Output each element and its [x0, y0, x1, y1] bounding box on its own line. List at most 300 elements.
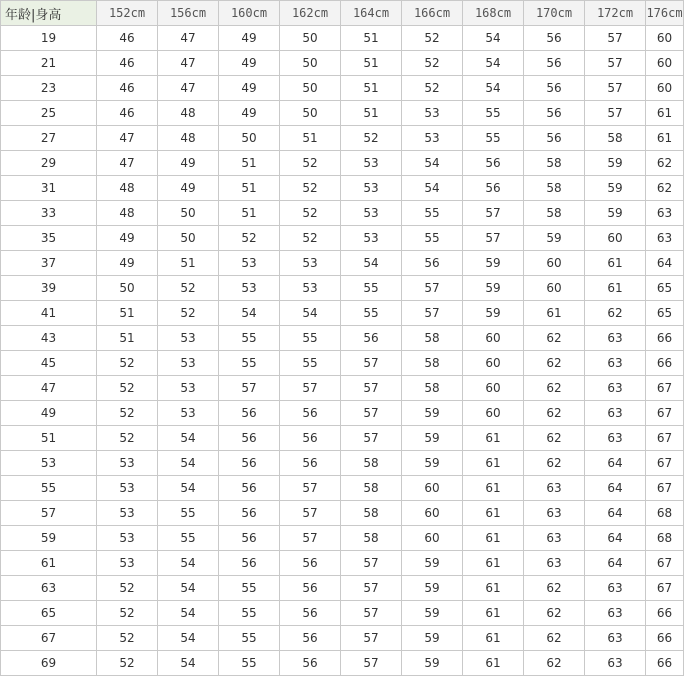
- weight-cell: 54: [463, 76, 524, 101]
- weight-cell: 61: [463, 476, 524, 501]
- table-row: [1, 126, 684, 151]
- weight-cell: 56: [280, 651, 341, 676]
- weight-cell: 59: [402, 451, 463, 476]
- weight-cell: 54: [158, 651, 219, 676]
- weight-cell: 56: [219, 501, 280, 526]
- weight-cell: 50: [158, 201, 219, 226]
- age-cell: 69: [1, 651, 97, 676]
- weight-cell: 46: [97, 76, 158, 101]
- weight-cell: 67: [646, 476, 684, 501]
- weight-cell: 56: [219, 451, 280, 476]
- weight-cell: 52: [158, 276, 219, 301]
- weight-cell: 65: [646, 276, 684, 301]
- weight-cell: 59: [402, 626, 463, 651]
- table-row: [1, 276, 684, 301]
- weight-cell: 52: [97, 601, 158, 626]
- weight-cell: 49: [97, 251, 158, 276]
- table-row: [1, 301, 684, 326]
- weight-cell: 49: [158, 176, 219, 201]
- weight-cell: 46: [97, 51, 158, 76]
- weight-cell: 60: [585, 226, 646, 251]
- weight-cell: 61: [585, 251, 646, 276]
- weight-cell: 50: [280, 26, 341, 51]
- weight-cell: 51: [341, 51, 402, 76]
- weight-cell: 64: [585, 476, 646, 501]
- weight-cell: 50: [280, 76, 341, 101]
- weight-cell: 53: [402, 101, 463, 126]
- weight-cell: 67: [646, 426, 684, 451]
- weight-cell: 59: [463, 276, 524, 301]
- weight-cell: 55: [463, 101, 524, 126]
- weight-cell: 56: [524, 51, 585, 76]
- weight-cell: 55: [341, 276, 402, 301]
- height-header-cell: 168cm: [463, 1, 524, 26]
- age-cell: 39: [1, 276, 97, 301]
- weight-cell: 59: [402, 651, 463, 676]
- weight-cell: 59: [463, 301, 524, 326]
- weight-cell: 56: [524, 101, 585, 126]
- weight-cell: 59: [402, 551, 463, 576]
- age-cell: 53: [1, 451, 97, 476]
- weight-cell: 51: [341, 26, 402, 51]
- weight-cell: 63: [585, 401, 646, 426]
- weight-cell: 56: [219, 551, 280, 576]
- weight-cell: 62: [524, 576, 585, 601]
- weight-cell: 60: [463, 351, 524, 376]
- weight-cell: 56: [524, 26, 585, 51]
- age-cell: 63: [1, 576, 97, 601]
- weight-cell: 62: [524, 451, 585, 476]
- weight-cell: 50: [219, 126, 280, 151]
- weight-cell: 66: [646, 351, 684, 376]
- table-row: [1, 551, 684, 576]
- weight-cell: 55: [280, 351, 341, 376]
- weight-cell: 57: [280, 376, 341, 401]
- weight-cell: 52: [341, 126, 402, 151]
- weight-cell: 53: [97, 476, 158, 501]
- weight-cell: 50: [97, 276, 158, 301]
- weight-cell: 60: [646, 76, 684, 101]
- weight-cell: 62: [524, 401, 585, 426]
- height-header-cell: 156cm: [158, 1, 219, 26]
- weight-cell: 56: [524, 126, 585, 151]
- weight-cell: 52: [97, 351, 158, 376]
- table-row: [1, 376, 684, 401]
- weight-cell: 54: [158, 601, 219, 626]
- weight-cell: 59: [585, 176, 646, 201]
- weight-cell: 55: [463, 126, 524, 151]
- table-body: [1, 26, 684, 676]
- weight-cell: 57: [463, 226, 524, 251]
- weight-cell: 64: [585, 526, 646, 551]
- weight-cell: 55: [402, 201, 463, 226]
- weight-cell: 55: [219, 576, 280, 601]
- weight-cell: 63: [646, 226, 684, 251]
- weight-cell: 53: [341, 201, 402, 226]
- weight-cell: 63: [585, 426, 646, 451]
- table-row: [1, 201, 684, 226]
- weight-cell: 62: [646, 176, 684, 201]
- weight-cell: 50: [158, 226, 219, 251]
- age-cell: 43: [1, 326, 97, 351]
- weight-cell: 68: [646, 526, 684, 551]
- age-cell: 29: [1, 151, 97, 176]
- weight-cell: 64: [585, 551, 646, 576]
- table-row: [1, 401, 684, 426]
- weight-cell: 50: [280, 51, 341, 76]
- weight-cell: 54: [158, 426, 219, 451]
- weight-cell: 61: [646, 101, 684, 126]
- table-row: [1, 251, 684, 276]
- age-cell: 57: [1, 501, 97, 526]
- weight-cell: 55: [219, 601, 280, 626]
- weight-cell: 59: [402, 426, 463, 451]
- table-row: [1, 626, 684, 651]
- weight-cell: 53: [341, 151, 402, 176]
- weight-cell: 56: [219, 401, 280, 426]
- weight-cell: 60: [402, 526, 463, 551]
- weight-cell: 52: [402, 51, 463, 76]
- height-header-cell: 170cm: [524, 1, 585, 26]
- age-cell: 33: [1, 201, 97, 226]
- weight-cell: 61: [463, 651, 524, 676]
- table-row: [1, 501, 684, 526]
- weight-cell: 55: [219, 326, 280, 351]
- weight-cell: 57: [341, 426, 402, 451]
- weight-cell: 48: [158, 126, 219, 151]
- weight-cell: 61: [463, 601, 524, 626]
- weight-cell: 51: [219, 176, 280, 201]
- weight-cell: 58: [341, 501, 402, 526]
- weight-cell: 56: [280, 451, 341, 476]
- table-row: [1, 51, 684, 76]
- weight-cell: 56: [402, 251, 463, 276]
- table-row: [1, 426, 684, 451]
- weight-cell: 60: [463, 401, 524, 426]
- weight-cell: 50: [280, 101, 341, 126]
- age-cell: 35: [1, 226, 97, 251]
- weight-cell: 63: [524, 526, 585, 551]
- weight-cell: 55: [280, 326, 341, 351]
- weight-cell: 56: [219, 476, 280, 501]
- weight-cell: 58: [341, 526, 402, 551]
- weight-cell: 67: [646, 376, 684, 401]
- age-cell: 31: [1, 176, 97, 201]
- weight-cell: 57: [280, 526, 341, 551]
- weight-cell: 49: [219, 101, 280, 126]
- weight-cell: 60: [524, 276, 585, 301]
- weight-cell: 62: [524, 351, 585, 376]
- weight-cell: 55: [158, 501, 219, 526]
- age-cell: 37: [1, 251, 97, 276]
- weight-cell: 52: [219, 226, 280, 251]
- weight-cell: 56: [280, 551, 341, 576]
- weight-cell: 63: [646, 201, 684, 226]
- weight-cell: 49: [219, 51, 280, 76]
- weight-cell: 52: [402, 26, 463, 51]
- weight-cell: 53: [97, 451, 158, 476]
- weight-cell: 51: [341, 76, 402, 101]
- age-cell: 67: [1, 626, 97, 651]
- weight-cell: 55: [341, 301, 402, 326]
- weight-cell: 47: [158, 76, 219, 101]
- weight-cell: 51: [341, 101, 402, 126]
- table-row: [1, 226, 684, 251]
- weight-cell: 60: [463, 376, 524, 401]
- weight-cell: 57: [341, 401, 402, 426]
- age-cell: 27: [1, 126, 97, 151]
- weight-cell: 63: [524, 476, 585, 501]
- age-cell: 45: [1, 351, 97, 376]
- weight-cell: 59: [585, 151, 646, 176]
- weight-cell: 53: [158, 401, 219, 426]
- weight-cell: 48: [158, 101, 219, 126]
- weight-cell: 57: [341, 351, 402, 376]
- weight-cell: 64: [585, 501, 646, 526]
- table-row: [1, 451, 684, 476]
- age-cell: 51: [1, 426, 97, 451]
- weight-cell: 63: [524, 501, 585, 526]
- weight-cell: 63: [585, 601, 646, 626]
- weight-cell: 55: [158, 526, 219, 551]
- weight-cell: 51: [280, 126, 341, 151]
- weight-cell: 63: [585, 576, 646, 601]
- weight-cell: 58: [524, 176, 585, 201]
- weight-cell: 54: [463, 26, 524, 51]
- weight-cell: 68: [646, 501, 684, 526]
- weight-cell: 60: [463, 326, 524, 351]
- weight-cell: 46: [97, 101, 158, 126]
- weight-cell: 61: [463, 551, 524, 576]
- weight-cell: 59: [585, 201, 646, 226]
- weight-cell: 63: [585, 376, 646, 401]
- weight-cell: 49: [97, 226, 158, 251]
- weight-cell: 53: [158, 376, 219, 401]
- height-header-cell: 166cm: [402, 1, 463, 26]
- weight-cell: 48: [97, 201, 158, 226]
- weight-cell: 60: [646, 26, 684, 51]
- weight-cell: 62: [524, 376, 585, 401]
- weight-cell: 66: [646, 651, 684, 676]
- weight-cell: 63: [585, 326, 646, 351]
- weight-cell: 61: [463, 451, 524, 476]
- weight-cell: 56: [341, 326, 402, 351]
- weight-cell: 57: [341, 601, 402, 626]
- weight-cell: 52: [402, 76, 463, 101]
- age-cell: 41: [1, 301, 97, 326]
- weight-cell: 57: [280, 501, 341, 526]
- weight-cell: 63: [585, 651, 646, 676]
- weight-cell: 56: [280, 426, 341, 451]
- age-cell: 23: [1, 76, 97, 101]
- table-row: [1, 351, 684, 376]
- weight-cell: 49: [158, 151, 219, 176]
- weight-cell: 47: [158, 51, 219, 76]
- weight-cell: 63: [585, 626, 646, 651]
- height-header-cell: 152cm: [97, 1, 158, 26]
- weight-cell: 61: [463, 426, 524, 451]
- weight-cell: 58: [341, 476, 402, 501]
- weight-cell: 52: [97, 626, 158, 651]
- weight-cell: 54: [158, 476, 219, 501]
- weight-cell: 58: [341, 451, 402, 476]
- weight-cell: 53: [158, 351, 219, 376]
- corner-header-cell: 年龄|身高: [1, 1, 97, 26]
- table-row: [1, 601, 684, 626]
- weight-cell: 54: [402, 176, 463, 201]
- weight-cell: 56: [280, 601, 341, 626]
- age-cell: 25: [1, 101, 97, 126]
- weight-cell: 62: [585, 301, 646, 326]
- weight-cell: 52: [280, 151, 341, 176]
- weight-cell: 57: [402, 301, 463, 326]
- weight-cell: 67: [646, 451, 684, 476]
- weight-cell: 52: [97, 426, 158, 451]
- weight-cell: 56: [219, 426, 280, 451]
- weight-cell: 54: [158, 626, 219, 651]
- weight-cell: 59: [463, 251, 524, 276]
- weight-cell: 52: [280, 201, 341, 226]
- weight-cell: 57: [341, 551, 402, 576]
- age-cell: 19: [1, 26, 97, 51]
- weight-cell: 53: [97, 501, 158, 526]
- weight-cell: 66: [646, 626, 684, 651]
- weight-cell: 57: [585, 26, 646, 51]
- weight-cell: 53: [219, 251, 280, 276]
- weight-cell: 52: [97, 376, 158, 401]
- age-cell: 47: [1, 376, 97, 401]
- weight-cell: 54: [158, 576, 219, 601]
- weight-cell: 51: [97, 301, 158, 326]
- weight-cell: 57: [585, 51, 646, 76]
- weight-cell: 54: [219, 301, 280, 326]
- table-row: [1, 651, 684, 676]
- weight-cell: 51: [219, 151, 280, 176]
- table-row: [1, 476, 684, 501]
- weight-cell: 53: [402, 126, 463, 151]
- table-header: [1, 1, 684, 26]
- weight-cell: 49: [219, 26, 280, 51]
- weight-cell: 47: [97, 126, 158, 151]
- weight-cell: 62: [524, 426, 585, 451]
- weight-cell: 58: [402, 351, 463, 376]
- weight-cell: 51: [97, 326, 158, 351]
- weight-cell: 54: [280, 301, 341, 326]
- weight-cell: 58: [585, 126, 646, 151]
- table-row: [1, 576, 684, 601]
- weight-cell: 57: [341, 626, 402, 651]
- weight-cell: 65: [646, 301, 684, 326]
- weight-cell: 62: [646, 151, 684, 176]
- weight-cell: 53: [97, 551, 158, 576]
- age-cell: 65: [1, 601, 97, 626]
- height-header-cell: 164cm: [341, 1, 402, 26]
- weight-cell: 55: [219, 651, 280, 676]
- weight-cell: 56: [524, 76, 585, 101]
- weight-cell: 53: [341, 226, 402, 251]
- weight-cell: 56: [280, 626, 341, 651]
- weight-cell: 58: [524, 151, 585, 176]
- weight-cell: 57: [280, 476, 341, 501]
- header-row: [1, 1, 684, 26]
- age-cell: 59: [1, 526, 97, 551]
- weight-cell: 62: [524, 326, 585, 351]
- table-row: [1, 176, 684, 201]
- weight-cell: 53: [219, 276, 280, 301]
- weight-cell: 60: [646, 51, 684, 76]
- weight-cell: 56: [463, 176, 524, 201]
- weight-cell: 57: [463, 201, 524, 226]
- weight-cell: 60: [402, 476, 463, 501]
- weight-cell: 59: [402, 601, 463, 626]
- weight-cell: 54: [158, 451, 219, 476]
- height-header-cell: 176cm: [646, 1, 684, 26]
- height-header-cell: 162cm: [280, 1, 341, 26]
- weight-cell: 53: [280, 276, 341, 301]
- weight-cell: 56: [280, 401, 341, 426]
- weight-cell: 51: [219, 201, 280, 226]
- table-row: [1, 526, 684, 551]
- weight-cell: 60: [402, 501, 463, 526]
- weight-cell: 61: [463, 501, 524, 526]
- height-header-cell: 160cm: [219, 1, 280, 26]
- table-row: [1, 101, 684, 126]
- weight-cell: 59: [402, 401, 463, 426]
- weight-cell: 57: [402, 276, 463, 301]
- weight-cell: 62: [524, 626, 585, 651]
- weight-cell: 61: [463, 626, 524, 651]
- weight-cell: 57: [219, 376, 280, 401]
- table-row: [1, 76, 684, 101]
- weight-cell: 52: [280, 226, 341, 251]
- height-header-cell: 172cm: [585, 1, 646, 26]
- weight-cell: 52: [97, 576, 158, 601]
- weight-cell: 67: [646, 576, 684, 601]
- age-cell: 61: [1, 551, 97, 576]
- weight-cell: 54: [158, 551, 219, 576]
- weight-cell: 46: [97, 26, 158, 51]
- weight-cell: 48: [97, 176, 158, 201]
- weight-cell: 61: [585, 276, 646, 301]
- table-row: [1, 151, 684, 176]
- weight-cell: 53: [97, 526, 158, 551]
- weight-cell: 57: [341, 651, 402, 676]
- age-cell: 49: [1, 401, 97, 426]
- weight-cell: 58: [402, 326, 463, 351]
- weight-cell: 53: [341, 176, 402, 201]
- weight-cell: 61: [646, 126, 684, 151]
- table-row: [1, 326, 684, 351]
- weight-cell: 66: [646, 326, 684, 351]
- weight-cell: 56: [219, 526, 280, 551]
- weight-cell: 52: [280, 176, 341, 201]
- weight-cell: 58: [524, 201, 585, 226]
- weight-cell: 67: [646, 401, 684, 426]
- weight-cell: 58: [402, 376, 463, 401]
- table-row: [1, 26, 684, 51]
- weight-cell: 61: [463, 526, 524, 551]
- weight-cell: 57: [341, 376, 402, 401]
- weight-cell: 64: [585, 451, 646, 476]
- weight-cell: 59: [524, 226, 585, 251]
- weight-cell: 60: [524, 251, 585, 276]
- weight-cell: 62: [524, 601, 585, 626]
- weight-cell: 52: [97, 401, 158, 426]
- weight-cell: 53: [158, 326, 219, 351]
- weight-cell: 59: [402, 576, 463, 601]
- weight-cell: 47: [158, 26, 219, 51]
- weight-cell: 57: [341, 576, 402, 601]
